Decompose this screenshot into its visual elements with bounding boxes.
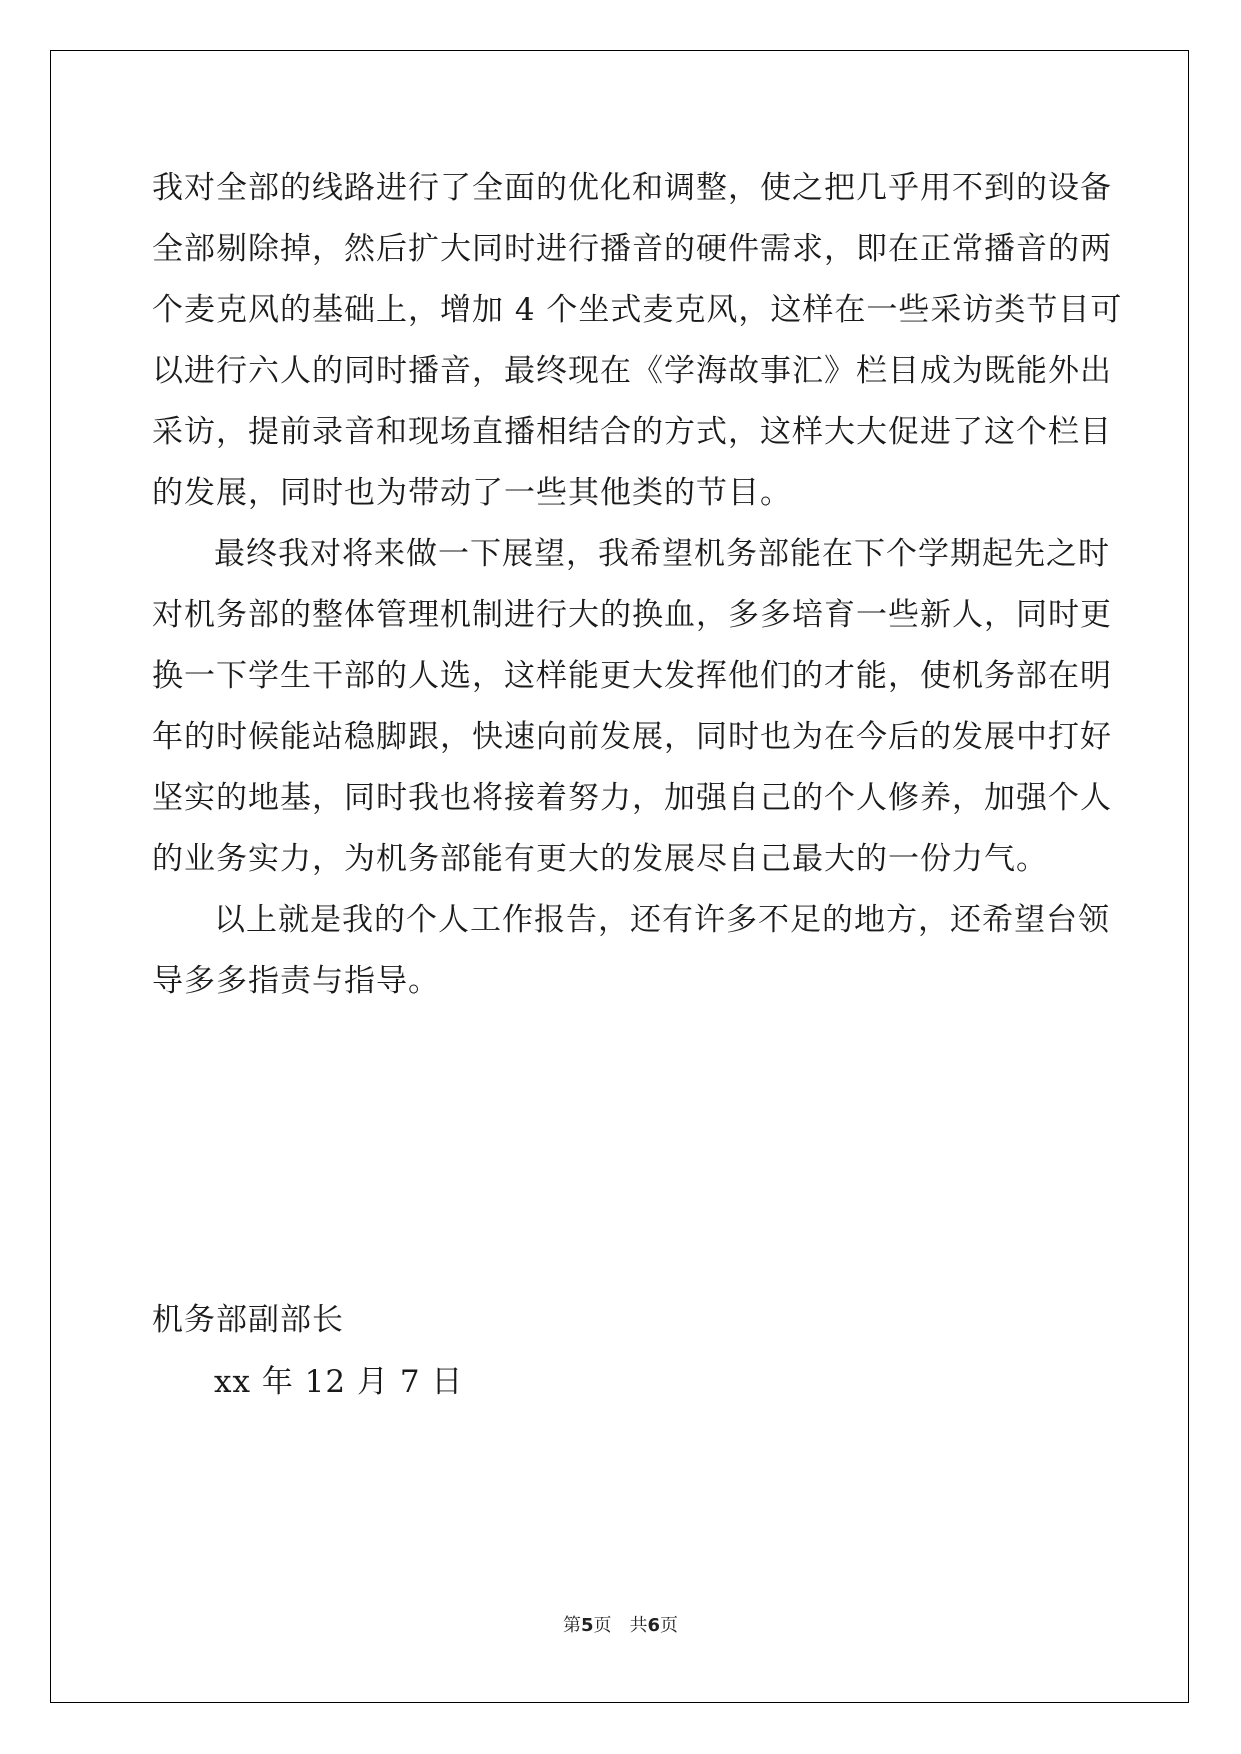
signature-title: 机务部副部长: [152, 1302, 344, 1338]
text-line: 的发展，同时也为带动了一些其他类的节目。: [152, 475, 792, 511]
text-line: 以上就是我的个人工作报告，还有许多不足的地方，还希望台领: [214, 902, 1110, 938]
signature-date: xx 年 12 月 7 日: [214, 1364, 464, 1400]
text-line: 年的时候能站稳脚跟，快速向前发展，同时也为在今后的发展中打好: [152, 719, 1112, 755]
page-prefix: 第: [562, 1615, 581, 1636]
paragraph-1: [152, 158, 1123, 524]
document-body: [152, 158, 1123, 1012]
text-line: 采访，提前录音和现场直播相结合的方式，这样大大促进了这个栏目: [152, 414, 1112, 450]
text-line: 换一下学生干部的人选，这样能更大发挥他们的才能，使机务部在明: [152, 658, 1112, 694]
text-line: 我对全部的线路进行了全面的优化和调整，使之把几乎用不到的设备: [152, 170, 1112, 206]
text-line: 全部剔除掉，然后扩大同时进行播音的硬件需求，即在正常播音的两: [152, 231, 1112, 267]
page-number: 5: [580, 1615, 594, 1636]
total-suffix: 页: [660, 1615, 679, 1636]
text-line: 对机务部的整体管理机制进行大的换血，多多培育一些新人，同时更: [152, 597, 1112, 633]
total-prefix: 共: [629, 1615, 648, 1636]
text-line: 最终我对将来做一下展望，我希望机务部能在下个学期起先之时: [214, 536, 1110, 572]
signature-block: [152, 1290, 344, 1351]
paragraph-3: [152, 890, 1110, 1012]
paragraph-2: [152, 524, 1112, 890]
text-line: 个麦克风的基础上，增加 4 个坐式麦克风，这样在一些采访类节目可: [152, 292, 1123, 328]
text-line: 的业务实力，为机务部能有更大的发展尽自己最大的一份力气。: [152, 841, 1048, 877]
text-line: 坚实的地基，同时我也将接着努力，加强自己的个人修养，加强个人: [152, 780, 1112, 816]
page-footer: [0, 1611, 1241, 1637]
text-line: 导多多指责与指导。: [152, 963, 440, 999]
page-suffix: 页: [593, 1615, 612, 1636]
text-line: 以进行六人的同时播音，最终现在《学海故事汇》栏目成为既能外出: [152, 353, 1112, 389]
total-pages: 6: [647, 1615, 661, 1636]
